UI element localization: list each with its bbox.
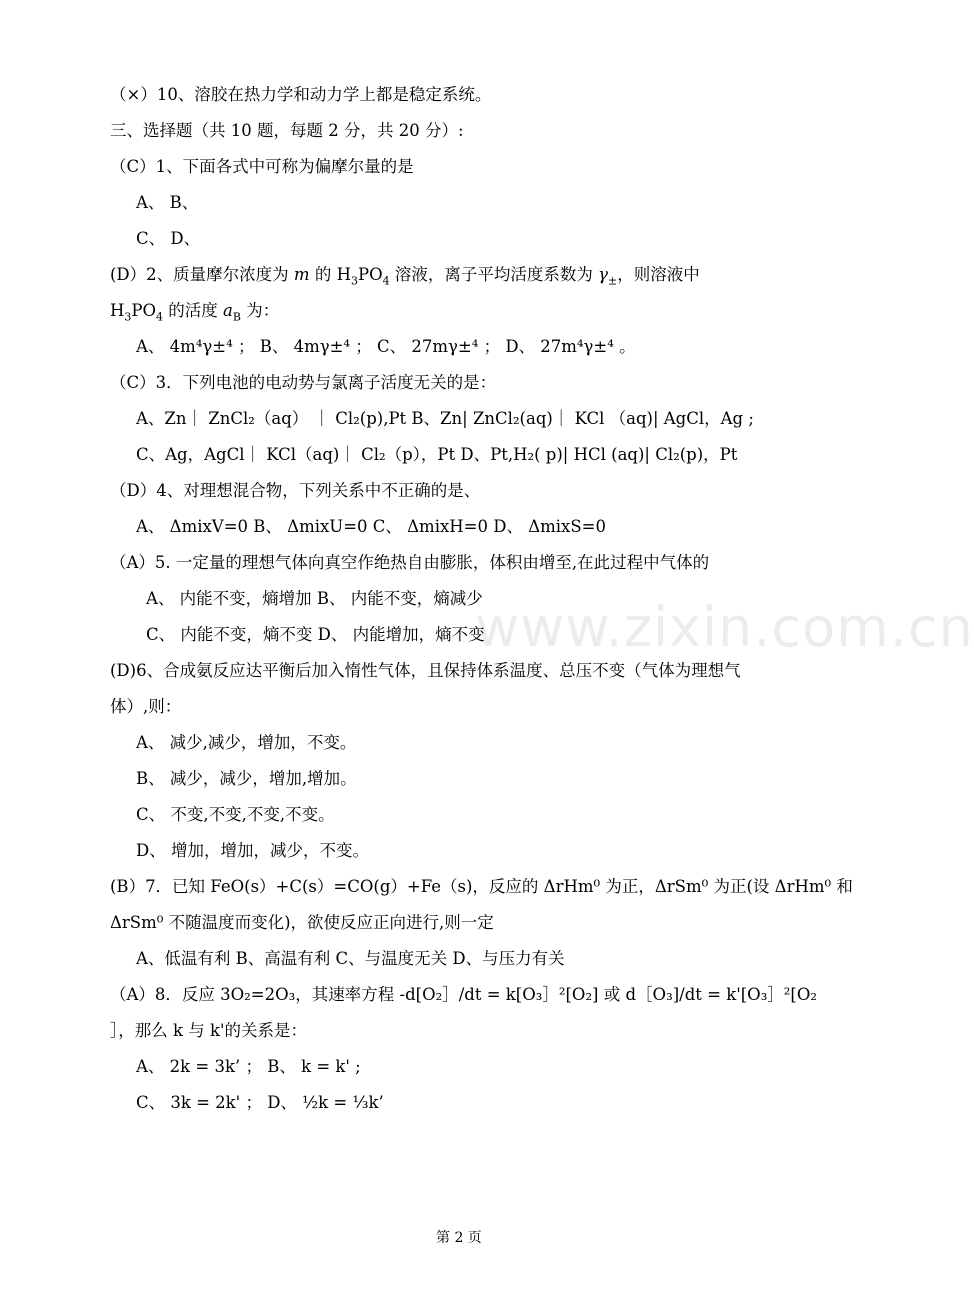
question-5: （A）5. 一定量的理想气体向真空作绝热自由膨胀，体积由增至,在此过程中气体的 — [110, 553, 710, 572]
section-heading-choice: 三、选择题（共 10 题，每题 2 分，共 20 分）: — [110, 121, 464, 140]
question-5-options-cd: C、 内能不变，熵不变 D、 内能增加，熵不变 — [146, 625, 485, 644]
true-false-item-10: （×）10、溶胶在热力学和动力学上都是稳定系统。 — [110, 85, 492, 104]
question-4: （D）4、对理想混合物，下列关系中不正确的是、 — [110, 481, 481, 500]
question-4-options: A、 ΔmixV=0 B、 ΔmixU=0 C、 ΔmixH=0 D、 ΔmixS=0 — [136, 517, 606, 536]
question-6-option-d: D、 增加，增加，减少，不变。 — [136, 841, 369, 860]
question-8-options-cd: C、 3k = 2k' ； D、 ½k = ⅓k’ — [136, 1093, 384, 1112]
question-8-options-ab: A、 2k = 3k’ ； B、 k = k' ; — [136, 1057, 361, 1076]
question-5-options-ab: A、 内能不变，熵增加 B、 内能不变，熵减少 — [146, 589, 483, 608]
question-1-options-cd: C、 D、 — [136, 229, 201, 248]
question-8: （A）8．反应 3O₂=2O₃，其速率方程 -d[O₂］/dt = k[O₃］²[O₂] 或 d［O₃]/dt = k'[O₃］²[O₂ — [110, 985, 818, 1004]
question-6-option-c: C、 不变,不变,不变,不变。 — [136, 805, 335, 824]
question-3-options-cd: C、Ag，AgCl｜ KCl（aq)｜ Cl₂（p），Pt D、Pt,H₂( p)| HCl (aq)| Cl₂(p)，Pt — [136, 445, 738, 464]
question-3: （C）3．下列电池的电动势与氯离子活度无关的是： — [110, 373, 497, 392]
question-2-continued: $H_3PO_4$ 的活度 $a_B$ 为： — [110, 301, 280, 324]
question-6-option-b: B、 减少，减少，增加,增加。 — [136, 769, 357, 788]
question-6: (D)6、合成氨反应达平衡后加入惰性气体，且保持体系温度、总压不变（气体为理想气 — [110, 661, 741, 680]
question-2: (D）2、质量摩尔浓度为 m 的 $H_3PO_4$ 溶液，离子平均活度系数为 $\gamma_\pm$，则溶液中 — [110, 265, 700, 288]
question-6-option-a: A、 减少,减少，增加，不变。 — [136, 733, 357, 752]
question-1: （C）1、下面各式中可称为偏摩尔量的是 — [110, 157, 414, 176]
question-2-options: A、 4m⁴γ±⁴ ； B、 4mγ±⁴ ； C、 27mγ±⁴ ； D、 27m⁴γ±⁴ 。 — [136, 337, 636, 356]
question-7: (B）7．已知 FeO(s）+C(s）=CO(g）+Fe（s)，反应的 ΔrHm⁰ 为正，ΔrSm⁰ 为正(设 ΔrHm⁰ 和 — [110, 877, 853, 896]
question-6-continued: 体）,则： — [110, 697, 182, 716]
question-3-options-ab: A、Zn｜ ZnCl₂（aq） ｜ Cl₂(p),Pt B、Zn| ZnCl₂(aq)｜ KCl （aq)| AgCl，Ag ; — [136, 409, 754, 428]
question-8-continued: ］，那么 k 与 k'的关系是： — [110, 1021, 308, 1040]
page-number: 第 2 页 — [436, 1230, 482, 1246]
watermark: www.zixin.com.cn — [475, 596, 974, 659]
question-7-options: A、低温有利 B、高温有利 C、与温度无关 D、与压力有关 — [136, 949, 565, 968]
question-7-continued: ΔrSm⁰ 不随温度而变化)，欲使反应正向进行,则一定 — [110, 913, 494, 932]
question-1-options-ab: A、 B、 — [136, 193, 199, 212]
